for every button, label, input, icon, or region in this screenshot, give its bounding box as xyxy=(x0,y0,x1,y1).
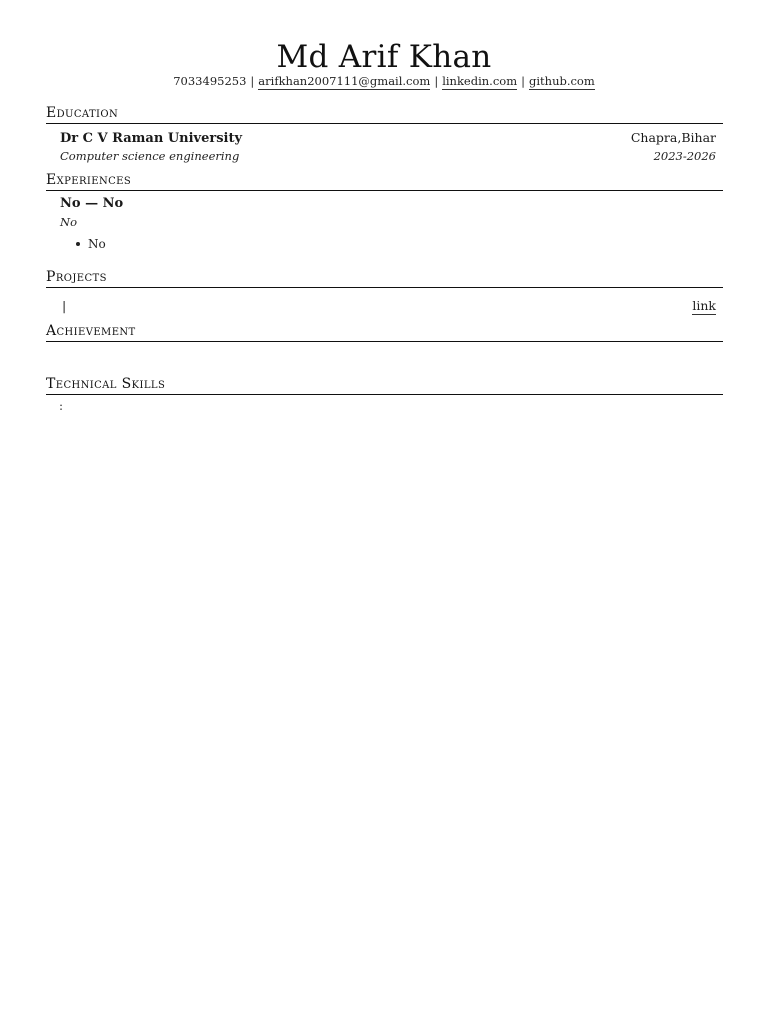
education-entry-header xyxy=(60,129,716,148)
institution-name: Dr C V Raman University xyxy=(60,131,243,146)
experience-subtitle: No xyxy=(60,215,77,229)
project-link[interactable]: link xyxy=(692,298,716,313)
project-separator: | xyxy=(62,298,67,313)
experience-bullet-text: No xyxy=(88,237,106,251)
experience-role-company: No — No xyxy=(60,196,124,211)
contact-separator: | xyxy=(250,74,255,88)
experience-entry-detail xyxy=(60,214,716,230)
linkedin-link[interactable]: linkedin.com xyxy=(442,74,518,88)
education-dates: 2023-2026 xyxy=(653,149,716,163)
project-entry xyxy=(62,297,716,315)
github-link[interactable]: github.com xyxy=(529,74,595,88)
education-entry-detail xyxy=(60,148,716,164)
contact-separator: | xyxy=(434,74,439,88)
bullet-dot-icon xyxy=(76,242,80,246)
phone-number: 7033495253 xyxy=(173,74,247,88)
section-title-projects: Projects xyxy=(46,268,723,288)
section-title-technical-skills: Technical Skills xyxy=(46,375,723,395)
section-title-education: Education xyxy=(46,104,723,124)
experience-entry-header xyxy=(60,195,716,213)
contact-separator: | xyxy=(521,74,525,88)
degree-name: Computer science engineering xyxy=(60,149,240,163)
experience-bullet xyxy=(76,236,106,252)
contact-line xyxy=(0,73,768,89)
email-link[interactable]: arifkhan2007111@gmail.com xyxy=(258,74,431,88)
section-title-achievement: Achievement xyxy=(46,322,723,342)
skills-placeholder: : xyxy=(59,399,64,413)
section-title-experiences: Experiences xyxy=(46,171,723,191)
candidate-name: Md Arif Khan xyxy=(276,39,492,75)
institution-location: Chapra,Bihar xyxy=(630,130,716,145)
